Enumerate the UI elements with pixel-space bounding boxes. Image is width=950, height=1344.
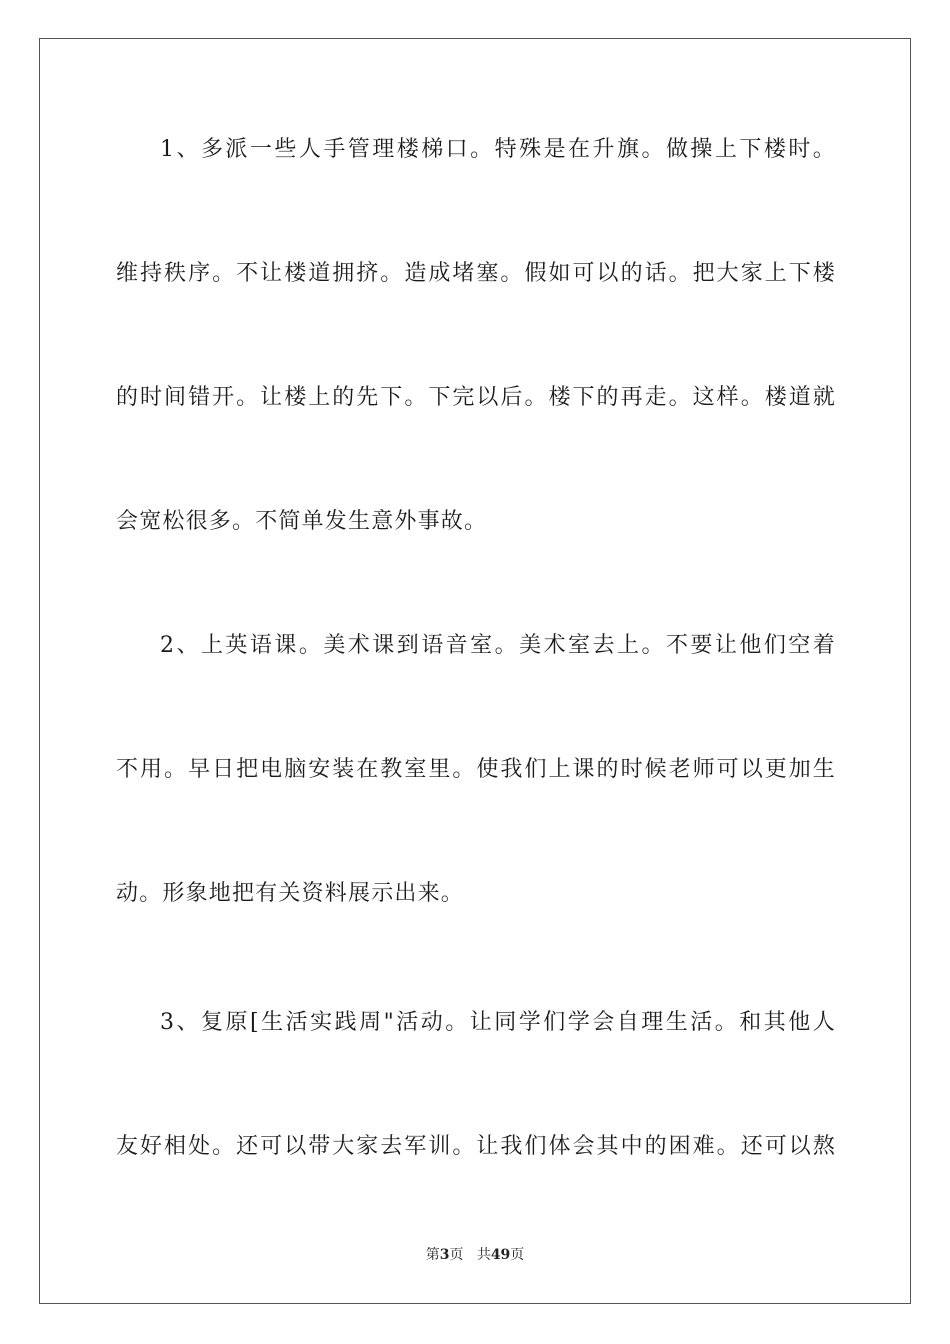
page-footer [0,1244,950,1264]
paragraph-1-line-2: 维持秩序。不让楼道拥挤。造成堵塞。假如可以的话。把大家上下楼 [116,261,836,286]
page-unit: 页 [449,1247,464,1263]
page-current: 3 [439,1247,450,1263]
paragraph-1-line-3: 的时间错开。让楼上的先下。下完以后。楼下的再走。这样。楼道就 [116,385,836,410]
paragraph-3-line-2: 友好相处。还可以带大家去军训。让我们体会其中的困难。还可以熬 [116,1134,836,1159]
paragraph-2-line-3: 动。形象地把有关资料展示出来。 [116,881,465,906]
total-prefix: 共 [476,1247,491,1263]
page-prefix: 第 [425,1247,440,1263]
paragraph-2-line-2: 不用。早日把电脑安装在教室里。使我们上课的时候老师可以更加生 [116,757,836,782]
paragraph-1-line-1: 1、多派一些人手管理楼梯口。特殊是在升旗。做操上下楼时。 [160,137,836,162]
paragraph-3-line-1: 3、复原[生活实践周"活动。让同学们学会自理生活。和其他人 [160,1010,836,1035]
page-total: 49 [490,1247,511,1263]
page-frame [39,38,911,1304]
paragraph-2-line-1: 2、上英语课。美术课到语音室。美术室去上。不要让他们空着 [160,633,836,658]
paragraph-1-line-4: 会宽松很多。不简单发生意外事故。 [116,509,488,534]
total-unit: 页 [510,1247,525,1263]
